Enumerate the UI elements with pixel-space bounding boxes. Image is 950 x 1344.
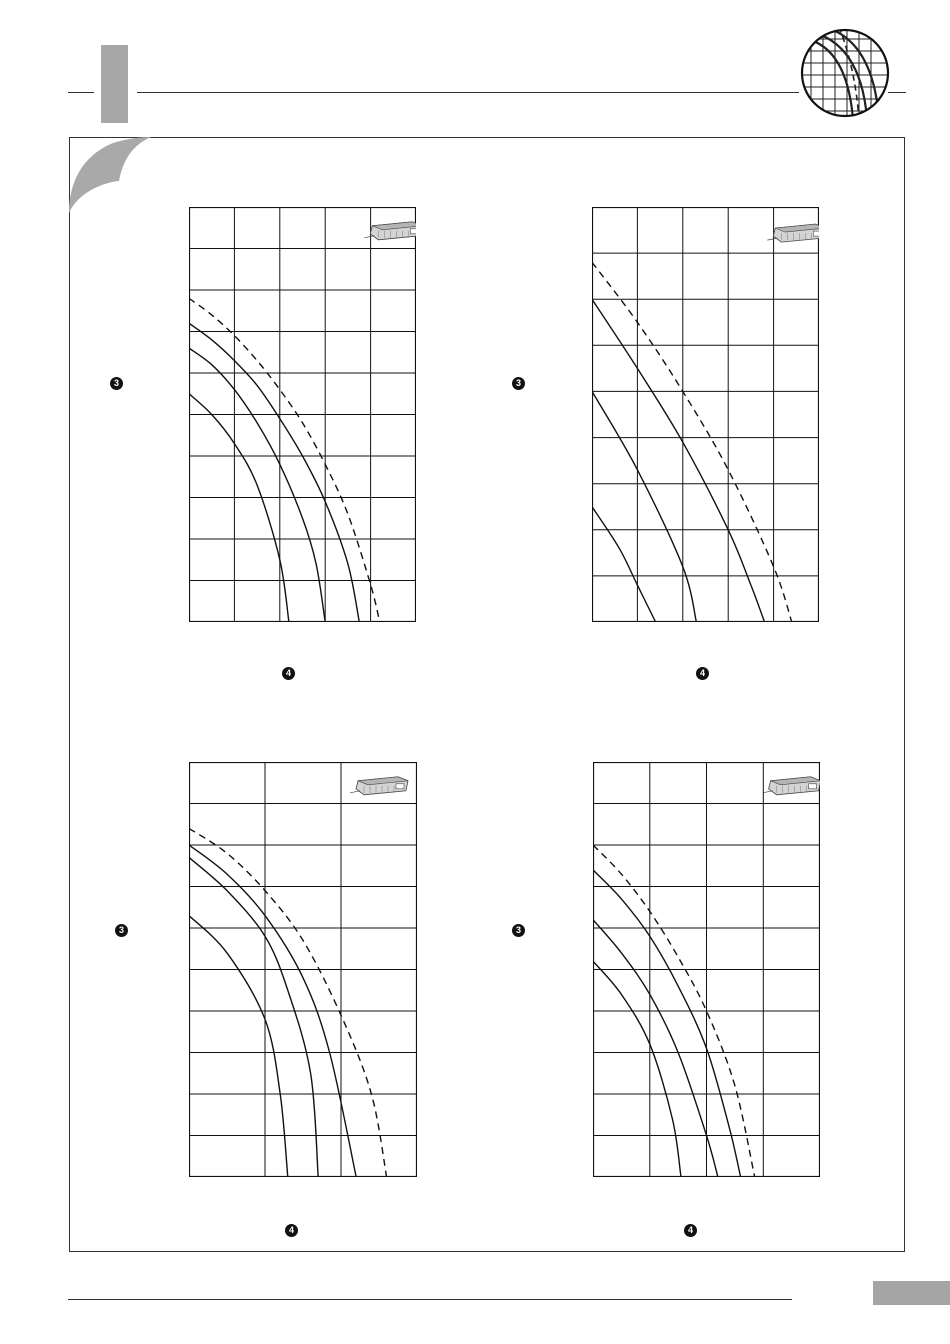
y-axis-marker: 3 (512, 377, 525, 390)
indoor-unit-icon (364, 222, 416, 240)
performance-chart-4 (593, 762, 820, 1177)
series-line-4 (592, 507, 656, 622)
performance-chart-2 (592, 207, 819, 622)
footer-rule (68, 1299, 792, 1300)
series-line-4 (189, 394, 289, 622)
series-line-3 (593, 920, 718, 1177)
logo-grid-circle-icon (799, 27, 891, 119)
y-axis-marker: 3 (512, 924, 525, 937)
x-axis-marker: 4 (696, 667, 709, 680)
chart-grid (189, 762, 417, 1177)
series-line-2 (593, 870, 741, 1177)
series-line-4 (593, 961, 681, 1177)
chart-border (593, 208, 819, 622)
footer-tab (873, 1281, 950, 1305)
performance-chart-1 (189, 207, 416, 622)
header-rule (137, 92, 799, 93)
chapter-tab (101, 45, 128, 123)
series-line-1 (189, 828, 387, 1177)
x-axis-marker: 4 (282, 667, 295, 680)
indoor-unit-icon (350, 777, 408, 795)
series-line-3 (189, 857, 318, 1177)
chart-grid (593, 762, 820, 1177)
chart-grid (189, 207, 416, 622)
header-rule-left (68, 92, 94, 93)
series-line-3 (592, 391, 696, 622)
performance-chart-3 (189, 762, 417, 1177)
y-axis-marker: 3 (110, 377, 123, 390)
y-axis-marker: 3 (115, 924, 128, 937)
indoor-unit-icon (767, 224, 819, 242)
x-axis-marker: 4 (684, 1224, 697, 1237)
corner-curl-icon (69, 137, 155, 217)
x-axis-marker: 4 (285, 1224, 298, 1237)
series-line-1 (189, 298, 380, 622)
series-line-4 (189, 916, 288, 1177)
indoor-unit-icon (763, 777, 820, 795)
series-line-2 (592, 299, 765, 622)
